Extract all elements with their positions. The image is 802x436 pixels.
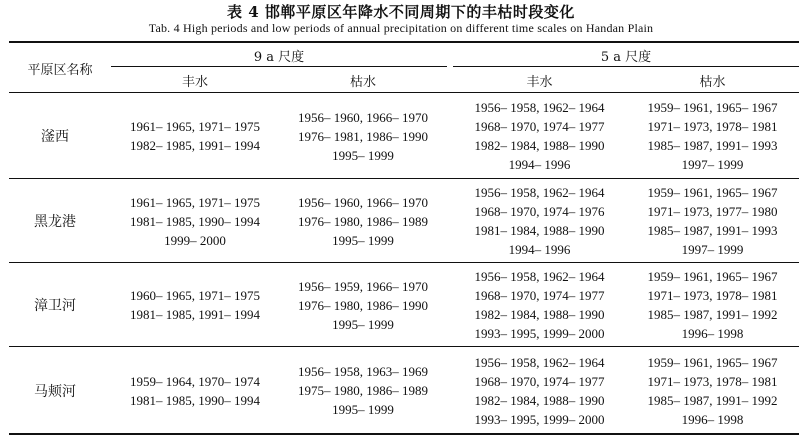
row-3-region-name: 漳卫河: [34, 298, 76, 314]
row-2-s5-dry-period: 1959– 1961, 1965– 1967: [647, 185, 778, 200]
row-3-s5-wet-period: 1968– 1970, 1974– 1977: [474, 288, 605, 303]
row-2-region-name: 黑龙港: [34, 214, 76, 230]
row-2-s5-wet-period: 1968– 1970, 1974– 1976: [474, 204, 605, 219]
bottom-rule: [9, 433, 799, 435]
header-region: 平原区名称: [27, 63, 93, 78]
row-1-s9-wet-period: 1982– 1985, 1991– 1994: [130, 138, 260, 153]
row-3-s9-dry-period: 1995– 1999: [332, 316, 394, 332]
header-bottom-rule: [9, 92, 799, 93]
row-3-s9-wet-period: 1960– 1965, 1971– 1975: [130, 288, 260, 303]
scale9-underline: [111, 66, 447, 67]
row-4-s5-dry-period: 1996– 1998: [681, 411, 744, 427]
row-2-s9-dry-period: 1995– 1999: [332, 232, 394, 248]
row-2-s9-wet-period: 1961– 1965, 1971– 1975: [130, 194, 260, 210]
row-4-s5-dry-period: 1971– 1973, 1978– 1981: [647, 373, 778, 389]
row-2-s9-dry-period: 1956– 1960, 1966– 1970: [298, 194, 428, 210]
row-2-s5-wet-period: 1956– 1958, 1962– 1964: [474, 185, 605, 200]
row-2-s9-wet-period: 1999– 2000: [164, 232, 226, 248]
row-1-s5-wet-period: 1982– 1984, 1988– 1990: [474, 138, 605, 153]
row-2-s9-dry-period: 1976– 1980, 1986– 1989: [298, 213, 428, 229]
header-scale9-dry: 枯水: [349, 75, 376, 90]
row-1-s5-wet-period: 1968– 1970, 1974– 1977: [474, 119, 605, 134]
row-1-s5-wet-period: 1956– 1958, 1962– 1964: [474, 100, 605, 115]
row-1-s5-dry-period: 1959– 1961, 1965– 1967: [647, 100, 778, 115]
row-1-s9-dry-period: 1956– 1960, 1966– 1970: [298, 109, 428, 125]
header-scale5-wet: 丰水: [526, 75, 553, 90]
row-3-s5-dry-period: 1996– 1998: [681, 326, 744, 341]
row-2-s5-wet-period: 1981– 1984, 1988– 1990: [474, 223, 605, 238]
row-3-s9-wet-period: 1981– 1985, 1991– 1994: [130, 307, 260, 322]
row-4-s5-dry-period: 1959– 1961, 1965– 1967: [647, 354, 778, 370]
row-divider-1: [9, 178, 799, 179]
row-divider-3: [9, 346, 799, 347]
row-4-s5-wet-period: 1993– 1995, 1999– 2000: [474, 411, 605, 427]
row-2-s5-wet-period: 1994– 1996: [508, 242, 571, 257]
row-2-s5-dry-period: 1985– 1987, 1991– 1993: [647, 223, 778, 238]
row-4-s9-wet-period: 1981– 1985, 1990– 1994: [130, 392, 260, 408]
row-3-s5-dry-period: 1959– 1961, 1965– 1967: [647, 269, 778, 284]
header-scale9-wet: 丰水: [181, 75, 208, 90]
row-4-s5-wet-period: 1968– 1970, 1974– 1977: [474, 373, 605, 389]
row-1-s5-wet-period: 1994– 1996: [508, 157, 571, 172]
row-3-s5-wet-period: 1993– 1995, 1999– 2000: [474, 326, 605, 341]
row-1-region-name: 滏西: [41, 129, 69, 145]
row-1-s5-dry-period: 1971– 1973, 1978– 1981: [647, 119, 778, 134]
scale5-underline: [453, 66, 799, 67]
row-1-s9-dry-period: 1976– 1981, 1986– 1990: [298, 128, 428, 144]
row-1-s5-dry-period: 1985– 1987, 1991– 1993: [647, 138, 778, 153]
row-4-s5-wet-period: 1956– 1958, 1962– 1964: [474, 354, 605, 370]
row-3-s9-dry-period: 1956– 1959, 1966– 1970: [298, 278, 428, 294]
row-4-s9-wet-period: 1959– 1964, 1970– 1974: [130, 373, 260, 389]
row-4-s5-dry-period: 1985– 1987, 1991– 1992: [647, 392, 778, 408]
row-4-region-name: 马颊河: [34, 383, 76, 400]
row-4-s9-dry-period: 1995– 1999: [332, 402, 394, 417]
row-2-s5-dry-period: 1997– 1999: [681, 242, 744, 257]
row-2-s9-wet-period: 1981– 1985, 1990– 1994: [130, 213, 260, 229]
header-scale5: 5 a 尺度: [600, 50, 652, 65]
row-1-s9-wet-period: 1961– 1965, 1971– 1975: [130, 119, 260, 134]
row-4-s5-wet-period: 1982– 1984, 1988– 1990: [474, 392, 605, 408]
header-scale9: 9 a 尺度: [253, 50, 305, 65]
top-rule: [9, 41, 799, 43]
row-4-s9-dry-period: 1975– 1980, 1986– 1989: [298, 383, 428, 398]
row-divider-2: [9, 262, 799, 263]
table-title-english: Tab. 4 High periods and low periods of annual precipitation on different time scales on Handan Plain: [148, 21, 654, 35]
header-scale5-dry: 枯水: [699, 75, 726, 90]
row-3-s5-wet-period: 1982– 1984, 1988– 1990: [474, 307, 605, 322]
row-3-s5-dry-period: 1985– 1987, 1991– 1992: [647, 307, 778, 322]
row-1-s9-dry-period: 1995– 1999: [332, 147, 394, 163]
row-1-s5-dry-period: 1997– 1999: [681, 157, 744, 172]
table-title: 表 4 邯郸平原区年降水不同周期下的丰枯时段变化: [227, 3, 575, 21]
row-4-s9-dry-period: 1956– 1958, 1963– 1969: [298, 364, 428, 379]
row-3-s9-dry-period: 1976– 1980, 1986– 1990: [298, 297, 428, 313]
row-3-s5-dry-period: 1971– 1973, 1978– 1981: [647, 288, 778, 303]
row-2-s5-dry-period: 1971– 1973, 1977– 1980: [647, 204, 778, 219]
row-3-s5-wet-period: 1956– 1958, 1962– 1964: [474, 269, 605, 284]
